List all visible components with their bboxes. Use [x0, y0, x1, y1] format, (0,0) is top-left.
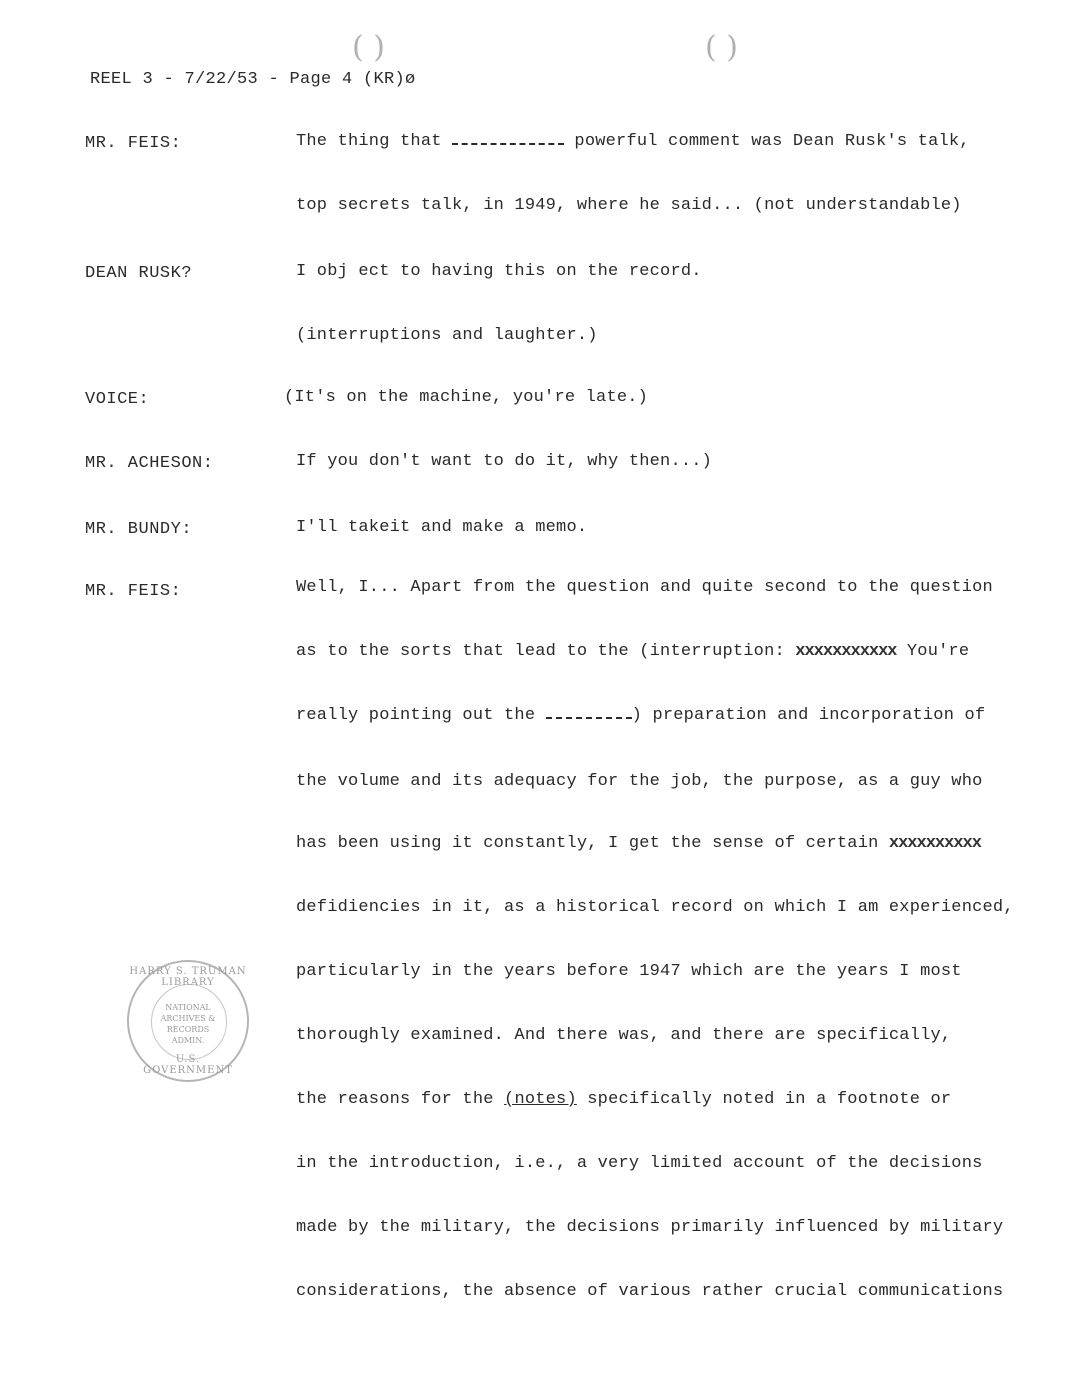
transcript-line: top secrets talk, in 1949, where he said... (not understandable) [296, 196, 962, 215]
stamp-top-text: HARRY S. TRUMAN LIBRARY [129, 966, 247, 988]
transcript-line [296, 132, 970, 151]
stamp-line: ADMIN. [171, 1036, 205, 1045]
transcript-line: (It's on the machine, you're late.) [284, 388, 649, 407]
speaker-label: MR. FEIS: [85, 582, 182, 601]
speaker-label: VOICE: [85, 390, 150, 409]
transcript-line: made by the military, the decisions primarily influenced by military [296, 1218, 1004, 1237]
transcript-line: defidiencies in it, as a historical record on which I am experienced, [296, 898, 1014, 917]
transcript-text: has been using it constantly, I get the sense of certain [296, 834, 889, 853]
struck-text: xxxxxxxxxxx [795, 642, 897, 661]
stamp-line: ARCHIVES & [160, 1014, 216, 1023]
blank-line [546, 707, 632, 719]
paren-mark-left: ( ) [352, 30, 385, 65]
transcript-text: really pointing out the [296, 706, 546, 725]
stamp-bottom-text: U.S. GOVERNMENT [143, 1054, 233, 1076]
transcript-line: in the introduction, i.e., a very limited account of the decisions [296, 1154, 983, 1173]
stamp-line: NATIONAL [165, 1003, 211, 1012]
transcript-text: The thing that [296, 132, 453, 151]
transcript-line: thoroughly examined. And there was, and there are specifically, [296, 1026, 952, 1045]
struck-text: xxxxxxxxxx [888, 834, 981, 853]
transcript-line: Well, I... Apart from the question and quite second to the question [296, 578, 993, 597]
paren-mark-right: ( ) [705, 30, 738, 65]
page-header: REEL 3 - 7/22/53 - Page 4 (KR)ø [90, 70, 416, 89]
transcript-line: the volume and its adequacy for the job, the purpose, as a guy who [296, 772, 983, 791]
transcript-text: as to the sorts that lead to the (interruption: [296, 642, 796, 661]
stamp-center-text [129, 1002, 247, 1046]
transcript-line [296, 834, 981, 853]
transcript-line: I'll takeit and make a memo. [296, 518, 588, 537]
transcript-line: (interruptions and laughter.) [296, 326, 598, 345]
transcript-text: ) preparation and incorporation of [631, 706, 986, 725]
transcript-line [296, 1090, 951, 1109]
transcript-text: specifically noted in a footnote or [576, 1090, 952, 1109]
speaker-label: MR. FEIS: [85, 134, 182, 153]
transcript-line: considerations, the absence of various rather crucial communications [296, 1282, 1004, 1301]
transcript-line: I obj ect to having this on the record. [296, 262, 702, 281]
transcript-text: powerful comment was Dean Rusk's talk, [564, 132, 970, 151]
transcript-text: the reasons for the [296, 1090, 505, 1109]
transcript-line [296, 642, 969, 661]
transcript-line: particularly in the years before 1947 which are the years I most [296, 962, 962, 981]
underlined-text: (notes) [504, 1090, 577, 1109]
transcript-line: If you don't want to do it, why then...) [296, 452, 713, 471]
speaker-label: MR. BUNDY: [85, 520, 193, 539]
stamp-line: RECORDS [166, 1025, 210, 1034]
library-stamp [127, 960, 249, 1082]
transcript-text: You're [896, 642, 970, 661]
blank-line [452, 133, 564, 145]
transcript-line [296, 706, 985, 725]
speaker-label: MR. ACHESON: [85, 454, 214, 473]
speaker-label: DEAN RUSK? [85, 264, 193, 283]
